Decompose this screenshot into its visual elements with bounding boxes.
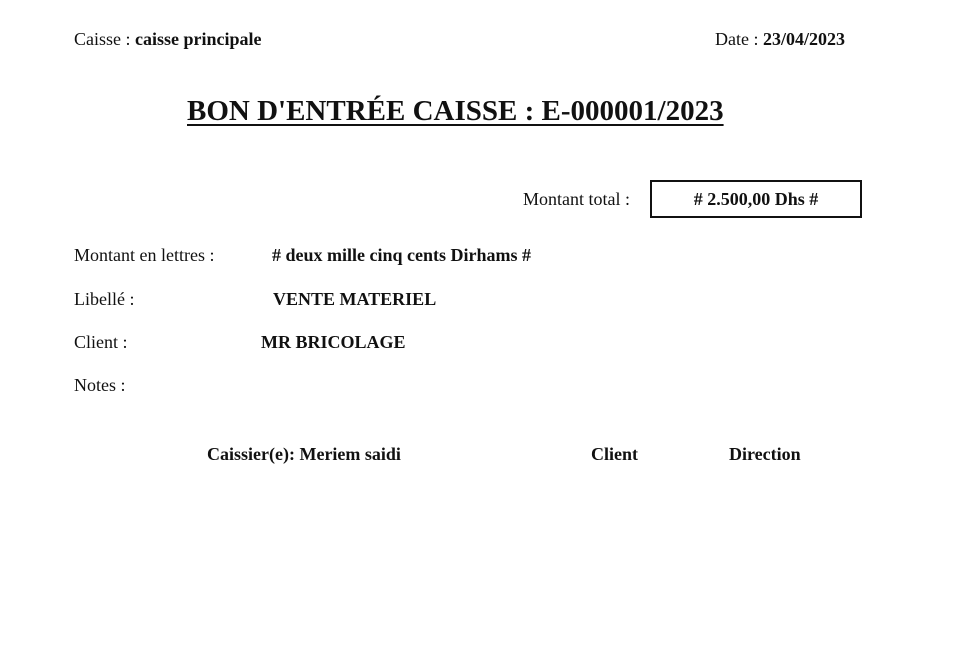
libelle-value: VENTE MATERIEL xyxy=(273,289,437,309)
libelle-label: Libellé : xyxy=(74,289,135,309)
direction-signature-label: Direction xyxy=(729,444,801,464)
amount-in-words-label: Montant en lettres : xyxy=(74,245,215,265)
client-label: Client : xyxy=(74,332,128,352)
document-title: BON D'ENTRÉE CAISSE : E-000001/2023 xyxy=(187,95,724,127)
client-value: MR BRICOLAGE xyxy=(261,332,406,352)
date-label: Date : xyxy=(715,29,763,49)
date-value: 23/04/2023 xyxy=(762,29,845,49)
cash-register-label: Caisse : xyxy=(74,29,135,49)
amount-in-words-value: # deux mille cinq cents Dirhams # xyxy=(272,245,531,265)
total-amount-value: # 2.500,00 Dhs # xyxy=(693,188,819,209)
notes-label: Notes : xyxy=(74,375,126,395)
client-signature-label: Client xyxy=(591,444,638,464)
cashier-signature-label: Caissier(e): Meriem saidi xyxy=(207,444,401,464)
total-amount-box xyxy=(650,180,862,218)
date-info xyxy=(715,29,845,50)
total-amount-label: Montant total : xyxy=(523,189,630,209)
cash-register-info xyxy=(74,29,262,50)
cash-register-value: caisse principale xyxy=(135,29,262,49)
